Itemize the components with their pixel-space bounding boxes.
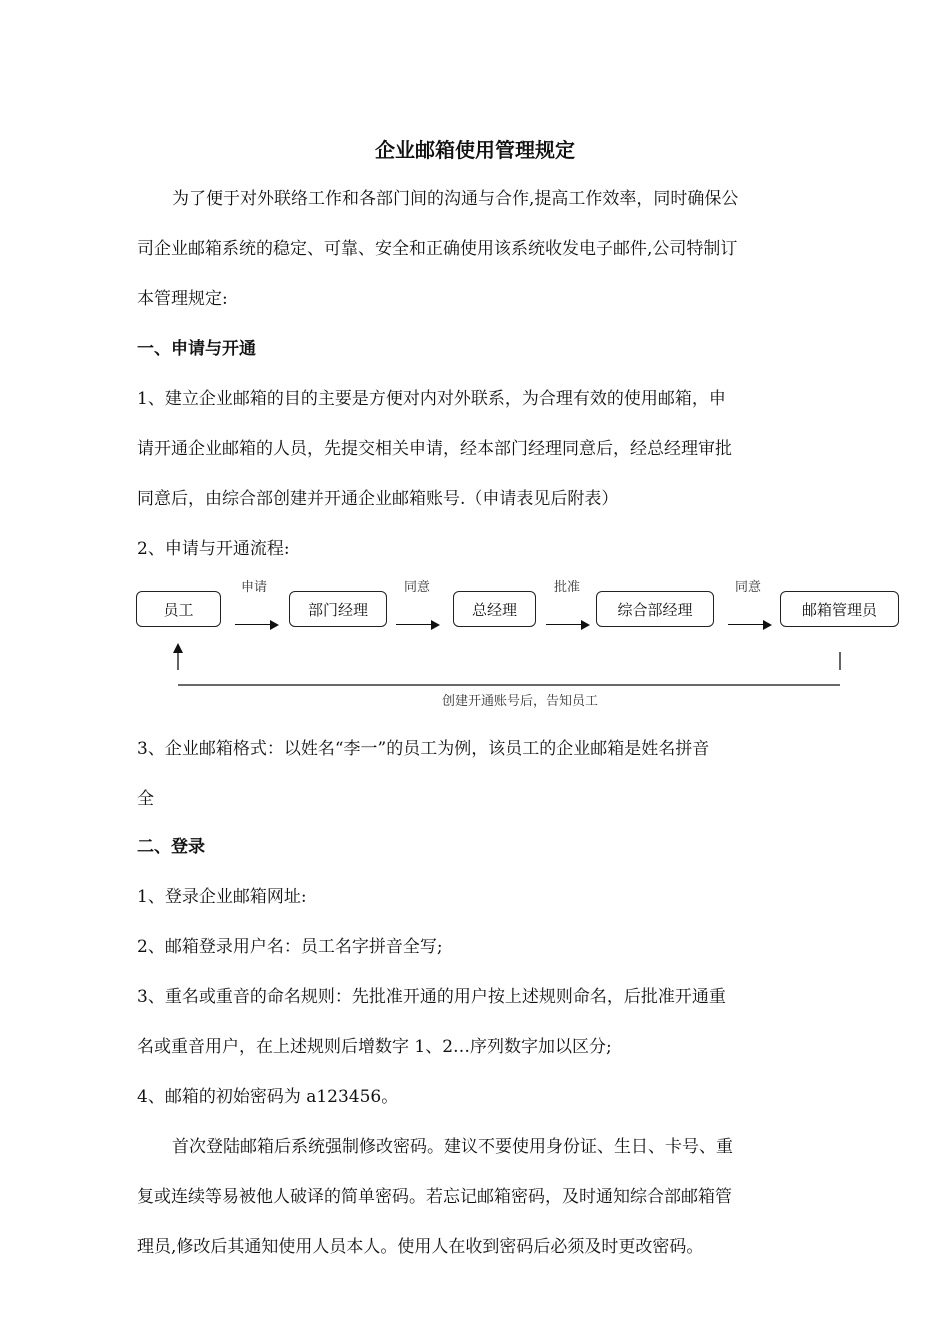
flow-node-dept-manager: 部门经理 [289, 591, 387, 627]
section2-item2: 2、邮箱登录用户名：员工名字拼音全写; [137, 937, 443, 957]
flow-node-general-manager: 总经理 [453, 591, 536, 627]
section1-item1-line-1: 1、建立企业邮箱的目的主要是方便对内对外联系，为合理有效的使用邮箱，申 [137, 389, 726, 409]
flow-edge-label-agree-2: 同意 [735, 580, 762, 595]
section2-item3-line-1: 3、重名或重音的命名规则：先批准开通的用户按上述规则命名，后批准开通重 [137, 987, 726, 1007]
section1-heading: 一、申请与开通 [137, 339, 256, 359]
section1-item1-line-2: 请开通企业邮箱的人员，先提交相关申请，经本部门经理同意后，经总经理审批 [137, 439, 732, 459]
section2-item1: 1、登录企业邮箱网址: [137, 887, 307, 907]
section1-item2: 2、申请与开通流程: [137, 539, 290, 559]
flow-node-admin-manager: 综合部经理 [596, 591, 714, 627]
section2-item3-line-2: 名或重音用户，在上述规则后增数字 1、2…序列数字加以区分; [137, 1037, 612, 1057]
intro-line-3: 本管理规定: [137, 289, 228, 309]
flow-node-mail-admin: 邮箱管理员 [780, 591, 899, 627]
section1-item3-line-1: 3、企业邮箱格式：以姓名“李一”的员工为例，该员工的企业邮箱是姓名拼音 [137, 739, 710, 759]
section2-note-line-1: 首次登陆邮箱后系统强制修改密码。建议不要使用身份证、生日、卡号、重 [172, 1137, 733, 1157]
intro-line-1: 为了便于对外联络工作和各部门间的沟通与合作,提高工作效率，同时确保公 [172, 189, 739, 209]
flow-edge-label-approve: 批准 [554, 580, 581, 595]
section1-item3-line-2: 全 [137, 789, 154, 809]
flow-edge-label-apply: 申请 [241, 580, 268, 595]
flow-return-label: 创建开通账号后，告知员工 [441, 694, 598, 709]
intro-line-2: 司企业邮箱系统的稳定、可靠、安全和正确使用该系统收发电子邮件,公司特制订 [137, 239, 738, 259]
document-title: 企业邮箱使用管理规定 [375, 138, 575, 162]
section2-note-line-3: 理员,修改后其通知使用人员本人。使用人在收到密码后必须及时更改密码。 [137, 1237, 704, 1257]
section1-item1-line-3: 同意后，由综合部创建并开通企业邮箱账号.（申请表见后附表） [137, 489, 619, 509]
flow-edge-label-agree-1: 同意 [404, 580, 431, 595]
flow-node-employee: 员工 [136, 591, 221, 627]
section2-note-line-2: 复或连续等易被他人破译的简单密码。若忘记邮箱密码，及时通知综合部邮箱管 [137, 1187, 732, 1207]
section2-heading: 二、登录 [137, 837, 205, 857]
section2-item4: 4、邮箱的初始密码为 a123456。 [137, 1087, 399, 1107]
